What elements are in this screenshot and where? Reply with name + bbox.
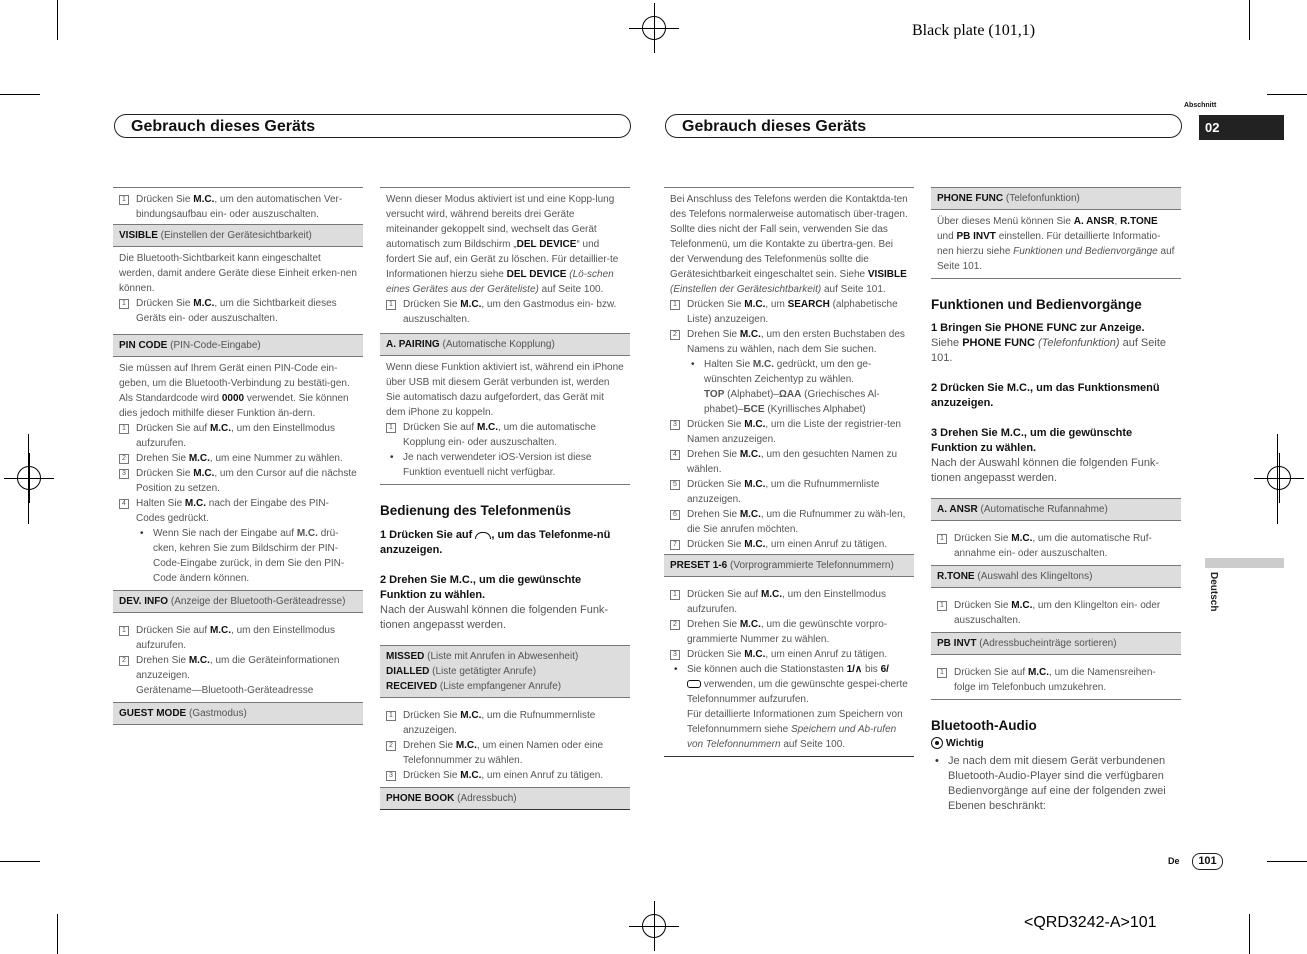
crop-mark	[1249, 0, 1250, 40]
list-item: 3 Drücken Sie M.C., um einen Anruf zu tätigen.	[386, 768, 624, 783]
bullet-item: • Halten Sie M.C. gedrückt, um den ge-wünschten Zeichentyp zu wählen. TOP (Alphabet)–ΩΑΑ (Griechisches Al-phabet)–БCE (Kyrillisches Alphabet)	[670, 357, 908, 417]
list-item: 2 Drehen Sie M.C., um die gewünschte vorpro-grammierte Nummer zu wählen.	[670, 617, 908, 647]
heading-telephone-menu: Bedienung des Telefonmenüs	[380, 503, 572, 518]
column-4	[931, 187, 1181, 814]
list-item: 4 Halten Sie M.C. nach der Eingabe des PIN-Codes gedrückt.	[119, 496, 357, 526]
crop-mark	[1249, 914, 1250, 954]
list-item: 6 Drehen Sie M.C., um die Rufnummer zu wäh-len, die Sie anrufen möchten.	[670, 507, 908, 537]
crop-mark	[1277, 434, 1278, 524]
list-item: 1 Drücken Sie auf M.C., um die Namensreihen-folge im Telefonbuch umzukehren.	[937, 665, 1175, 695]
crop-mark	[57, 0, 58, 40]
setting-header: A. ANSR (Automatische Rufannahme)	[931, 498, 1181, 521]
paragraph: Die Bluetooth-Sichtbarkeit kann eingeschaltet werden, damit andere Geräte diese Einheit erken-nen können.	[119, 253, 357, 294]
column-2	[380, 187, 630, 810]
heading-functions: Funktionen und Bedienvorgänge	[931, 297, 1142, 312]
setting-header: DEV. INFO (Anzeige der Bluetooth-Geräteadresse)	[113, 590, 363, 613]
list-item: 1 Drücken Sie M.C., um die automatische Ruf-annahme ein- oder auszuschalten.	[937, 531, 1175, 561]
crop-mark	[0, 94, 40, 95]
repeat-icon	[687, 680, 701, 688]
warning-icon	[931, 737, 943, 749]
list-item: 1 Drücken Sie auf M.C., um die automatische Kopplung ein- oder auszuschalten.	[386, 420, 624, 450]
important-note: Wichtig	[931, 736, 1181, 751]
registration-mark-left	[17, 466, 41, 490]
paragraph: Bei Anschluss des Telefons werden die Kontaktda-ten des Telefons normalerweise automatisch über-tragen. Sollte dies nicht der Fall sein, verwenden Sie das Telefonmenü, um die Kontakte zu übertra-gen. Bei der Verwendung des Telefonmenüs sollte die Gerätesichtbarkeit eingeschaltet sein. Siehe VISIBLE (Einstellen der Gerätesichtbarkeit) auf Seite 101.	[670, 194, 908, 295]
chapter-label: Abschnitt	[1184, 102, 1217, 109]
list-item: 2 Drehen Sie M.C., um eine Nummer zu wählen.	[119, 451, 357, 466]
list-item: 1 Drücken Sie M.C., um die Rufnummernliste anzuzeigen.	[386, 708, 624, 738]
language-tab	[1205, 558, 1284, 568]
list-item: 2 Drehen Sie M.C., um die Geräteinformationen anzuzeigen.	[119, 653, 357, 683]
setting-header: GUEST MODE (Gastmodus)	[113, 702, 363, 725]
bullet-item: • Je nach verwendeter iOS-Version ist diese Funktion eventuell nicht verfügbar.	[386, 450, 624, 480]
setting-header: VISIBLE (Einstellen der Gerätesichtbarkeit)	[113, 224, 363, 247]
setting-header: MISSED (Liste mit Anrufen in Abwesenheit) DIALLED (Liste getätigter Anrufe) RECEIVED (Liste empfangener Anrufe)	[380, 645, 630, 698]
setting-header: PHONE FUNC (Telefonfunktion)	[931, 187, 1181, 210]
registration-mark-right	[1267, 466, 1291, 490]
bullet-item: • Sie können auch die Stationstasten 1/∧ bis 6/ verwenden, um die gewünschte gespei-cherte Telefonnummer aufzurufen. Für detaillierte Informationen zum Speichern von Telefonnummern siehe Speichern und Ab-rufen von Telefonnummern auf Seite 100.	[670, 662, 908, 752]
setting-header: PB INVT (Adressbucheinträge sortieren)	[931, 632, 1181, 655]
list-item: 1 Drücken Sie auf M.C., um den Einstellmodus aufzurufen.	[119, 421, 357, 451]
page-number: 101	[1192, 853, 1223, 870]
heading-bluetooth-audio: Bluetooth-Audio	[931, 718, 1037, 733]
section-title-left: Gebrauch dieses Geräts	[114, 114, 631, 138]
section-title-right: Gebrauch dieses Geräts	[665, 114, 1182, 138]
crop-mark	[1267, 861, 1307, 862]
crop-mark	[0, 861, 40, 862]
crop-mark	[28, 434, 29, 524]
list-item: 3 Drücken Sie M.C., um die Liste der registrier-ten Namen anzuzeigen.	[670, 417, 908, 447]
crop-mark	[1267, 94, 1307, 95]
list-item: 1 Drücken Sie auf M.C., um den Einstellmodus aufzurufen.	[119, 623, 357, 653]
chapter-number: 02	[1199, 115, 1284, 140]
list-item: 1 Drücken Sie auf M.C., um den Einstellmodus aufzurufen.	[670, 587, 908, 617]
paragraph: Siehe PHONE FUNC (Telefonfunktion) auf Seite 101.	[931, 337, 1167, 364]
paragraph: Nach der Auswahl können die folgenden Funk-tionen angepasst werden.	[931, 457, 1160, 484]
list-item: 4 Drehen Sie M.C., um den gesuchten Namen zu wählen.	[670, 447, 908, 477]
setting-header: PHONE BOOK (Adressbuch)	[380, 787, 630, 810]
bullet-item: • Wenn Sie nach der Eingabe auf M.C. drü-cken, kehren Sie zum Bildschirm der PIN-Code-Eingabe zurück, in dem Sie den PIN-Code ändern können.	[119, 526, 357, 586]
list-item: 2 Drehen Sie M.C., um den ersten Buchstaben des Namens zu wählen, nach dem Sie suchen.	[670, 327, 908, 357]
list-item: 3 Drücken Sie M.C., um den Cursor auf die nächste Position zu setzen.	[119, 466, 357, 496]
column-1	[113, 187, 363, 725]
setting-header: PRESET 1-6 (Vorprogrammierte Telefonnummern)	[664, 554, 914, 577]
paragraph: Wenn diese Funktion aktiviert ist, während ein iPhone über USB mit diesem Gerät verbunden ist, werden Sie automatisch dazu aufgefordert, das Gerät mit dem iPhone zu koppeln.	[386, 362, 624, 418]
registration-mark-top	[642, 16, 666, 40]
paragraph: Nach der Auswahl können die folgenden Funk-tionen angepasst werden.	[380, 604, 609, 631]
list-item: 3 Drücken Sie M.C., um einen Anruf zu tätigen.	[670, 647, 908, 662]
paragraph: Wenn dieser Modus aktiviert ist und eine Kopp-lung versucht wird, während bereits drei Geräte miteinander gekoppelt sind, wechselt das Gerät automatisch zum Bildschirm „DEL DEVICE“ und fordert Sie auf, ein Gerät zu löschen. Für detaillier-te Informationen hierzu siehe DEL DEVICE (Lö-schen eines Gerätes aus der Geräteliste) auf Seite 100.	[386, 194, 619, 295]
list-item: 1 Drücken Sie M.C., um den automatischen Ver-bindungsaufbau ein- oder auszuschalten.	[119, 192, 357, 222]
list-item: 1 Drücken Sie M.C., um die Sichtbarkeit dieses Geräts ein- oder auszuschalten.	[119, 296, 357, 326]
language-label: Deutsch	[1208, 572, 1219, 612]
registration-mark-bottom	[642, 914, 666, 938]
list-item: 1 Drücken Sie M.C., um SEARCH (alphabetische Liste) anzuzeigen.	[670, 297, 908, 327]
paragraph: Über dieses Menü können Sie A. ANSR, R.TONE und PB INVT einstellen. Für detaillierte Informatio-nen hierzu siehe Funktionen und Bedienvorgänge auf Seite 101.	[937, 216, 1175, 272]
step-1: 1 Drücken Sie auf , um das Telefonme-nü anzuzeigen.	[380, 529, 611, 556]
step-2: 2 Drücken Sie M.C., um das Funktionsmenü anzuzeigen.	[931, 382, 1160, 409]
plate-label: Black plate (101,1)	[912, 22, 1036, 39]
language-code: De	[1168, 856, 1180, 866]
bullet-item: • Je nach dem mit diesem Gerät verbundenen Bluetooth-Audio-Player sind die verfügbaren Bedienvorgänge auf eine der folgenden zwei Ebenen beschränkt:	[931, 754, 1181, 814]
setting-header: PIN CODE (PIN-Code-Eingabe)	[113, 334, 363, 357]
phone-icon	[475, 532, 491, 539]
setting-header: R.TONE (Auswahl des Klingeltons)	[931, 565, 1181, 588]
list-item: 1 Drücken Sie M.C., um den Klingelton ein- oder auszuschalten.	[937, 598, 1175, 628]
list-item: 2 Drehen Sie M.C., um einen Namen oder eine Telefonnummer zu wählen.	[386, 738, 624, 768]
paragraph: Gerätename—Bluetooth-Geräteadresse	[136, 685, 314, 696]
column-3	[664, 187, 914, 757]
paragraph: Sie müssen auf Ihrem Gerät einen PIN-Code ein-geben, um die Bluetooth-Verbindung zu bestäti-gen. Als Standardcode wird 0000 verwendet. Sie können dies jedoch mithilfe dieser Funktion än-dern.	[119, 363, 350, 419]
list-item: 7 Drücken Sie M.C., um einen Anruf zu tätigen.	[670, 537, 908, 552]
step-1: 1 Bringen Sie PHONE FUNC zur Anzeige.	[931, 322, 1145, 334]
list-item: 1 Drücken Sie M.C., um den Gastmodus ein- bzw. auszuschalten.	[386, 297, 624, 327]
list-item: 5 Drücken Sie M.C., um die Rufnummernliste anzuzeigen.	[670, 477, 908, 507]
document-code: <QRD3242-A>101	[1024, 914, 1157, 931]
crop-mark	[57, 914, 58, 954]
step-2: 2 Drehen Sie M.C., um die gewünschte Funktion zu wählen.	[380, 574, 582, 601]
step-3: 3 Drehen Sie M.C., um die gewünschte Funktion zu wählen.	[931, 427, 1133, 454]
setting-header: A. PAIRING (Automatische Kopplung)	[380, 333, 630, 356]
